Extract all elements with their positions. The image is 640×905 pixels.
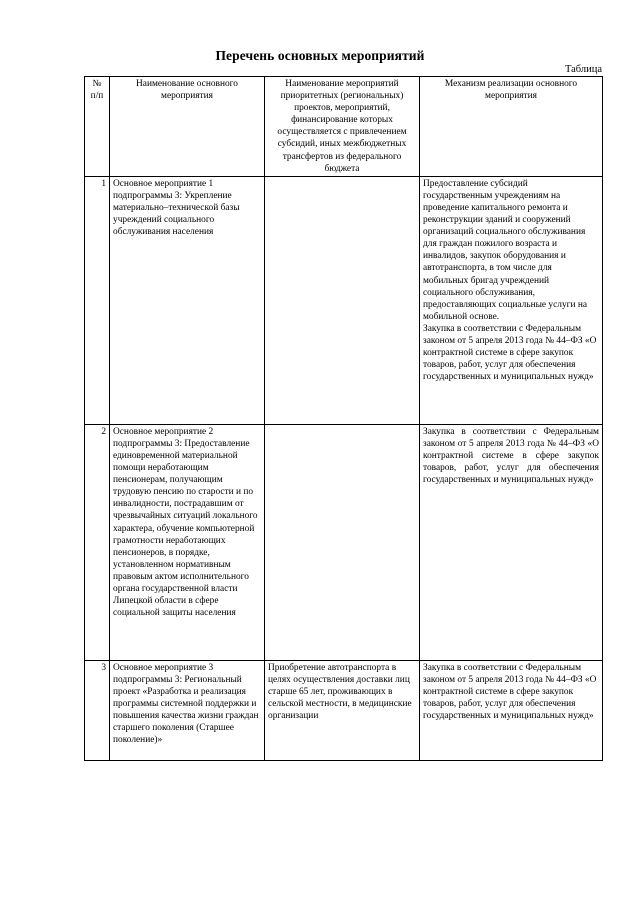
row-mechanism bbox=[420, 424, 603, 660]
row-mechanism bbox=[420, 176, 603, 424]
header-measure-name: Наименование основного мероприятия bbox=[110, 77, 265, 177]
row-number: 3 bbox=[85, 660, 110, 760]
table-label: Таблица bbox=[564, 64, 602, 75]
mechanism-paragraph: Закупка в соответствии с Федеральным законом от 5 апреля 2013 года № 44–ФЗ «О контрактной системе в сфере закупок товаров, работ, услуг для обеспечения государственных и муниципальных нужд» bbox=[423, 323, 597, 383]
row-number: 2 bbox=[85, 424, 110, 660]
row-measure-name: Основное мероприятие 2 подпрограммы 3: Предоставление единовременной материальной помощи неработающим пенсионерам, получающим трудовую пенсию по старости и по инвалидности, пострадавшим от чрезвычайных ситуаций локального характера, обучение компьютерной грамотности неработающих пенсионеров, в порядке, установленном нормативным правовым актом исполнительного органа государственной власти Липецкой области в сфере социальной защиты населения bbox=[110, 424, 265, 660]
table-row bbox=[85, 660, 603, 760]
row-projects: Приобретение автотранспорта в целях осуществления доставки лиц старше 65 лет, проживающих в сельской местности, в медицинские организации bbox=[265, 660, 420, 760]
header-mechanism: Механизм реализации основного мероприятия bbox=[420, 77, 603, 177]
row-mechanism bbox=[420, 660, 603, 760]
row-projects bbox=[265, 176, 420, 424]
row-measure-name: Основное мероприятие 3 подпрограммы 3: Региональный проект «Разработка и реализация программы системной поддержки и повышения качества жизни граждан старшего поколения (Старшее поколение)» bbox=[110, 660, 265, 760]
mechanism-paragraph: Закупка в соответствии с Федеральным законом от 5 апреля 2013 года № 44–ФЗ «О контрактной системе в сфере закупок товаров, работ, услуг для обеспечения государственных и муниципальных нужд» bbox=[423, 662, 597, 722]
mechanism-paragraph: Закупка в соответствии с Федеральным законом от 5 апреля 2013 года № 44–ФЗ «О контрактной системе в сфере закупок товаров, работ, услуг для обеспечения государственных и муниципальных нужд» bbox=[423, 426, 599, 486]
measures-table bbox=[84, 76, 603, 761]
mechanism-paragraph: Предоставление субсидий государственным учреждениям на проведение капитального ремонта и реконструкции зданий и сооружений организаций социального обслуживания для граждан пожилого возраста и инвалидов, закупок оборудования и автотранспорта, в том числе для мобильных бригад учреждений социального обслуживания, предоставляющих социальные услуги на мобильной основе. bbox=[423, 178, 588, 322]
header-projects: Наименование мероприятий приоритетных (региональных) проектов, мероприятий, финансирование которых осуществляется с привлечением субсидий, иных межбюджетных трансфертов из федерального бюджета bbox=[265, 77, 420, 177]
table-header-row bbox=[85, 77, 603, 177]
header-number: № п/п bbox=[85, 77, 110, 177]
row-measure-name: Основное мероприятие 1 подпрограммы 3: Укрепление материально–технической базы учреждений социального обслуживания населения bbox=[110, 176, 265, 424]
page-title: Перечень основных мероприятий bbox=[215, 48, 425, 63]
row-number: 1 bbox=[85, 176, 110, 424]
row-projects bbox=[265, 424, 420, 660]
table-row bbox=[85, 424, 603, 660]
table-row bbox=[85, 176, 603, 424]
